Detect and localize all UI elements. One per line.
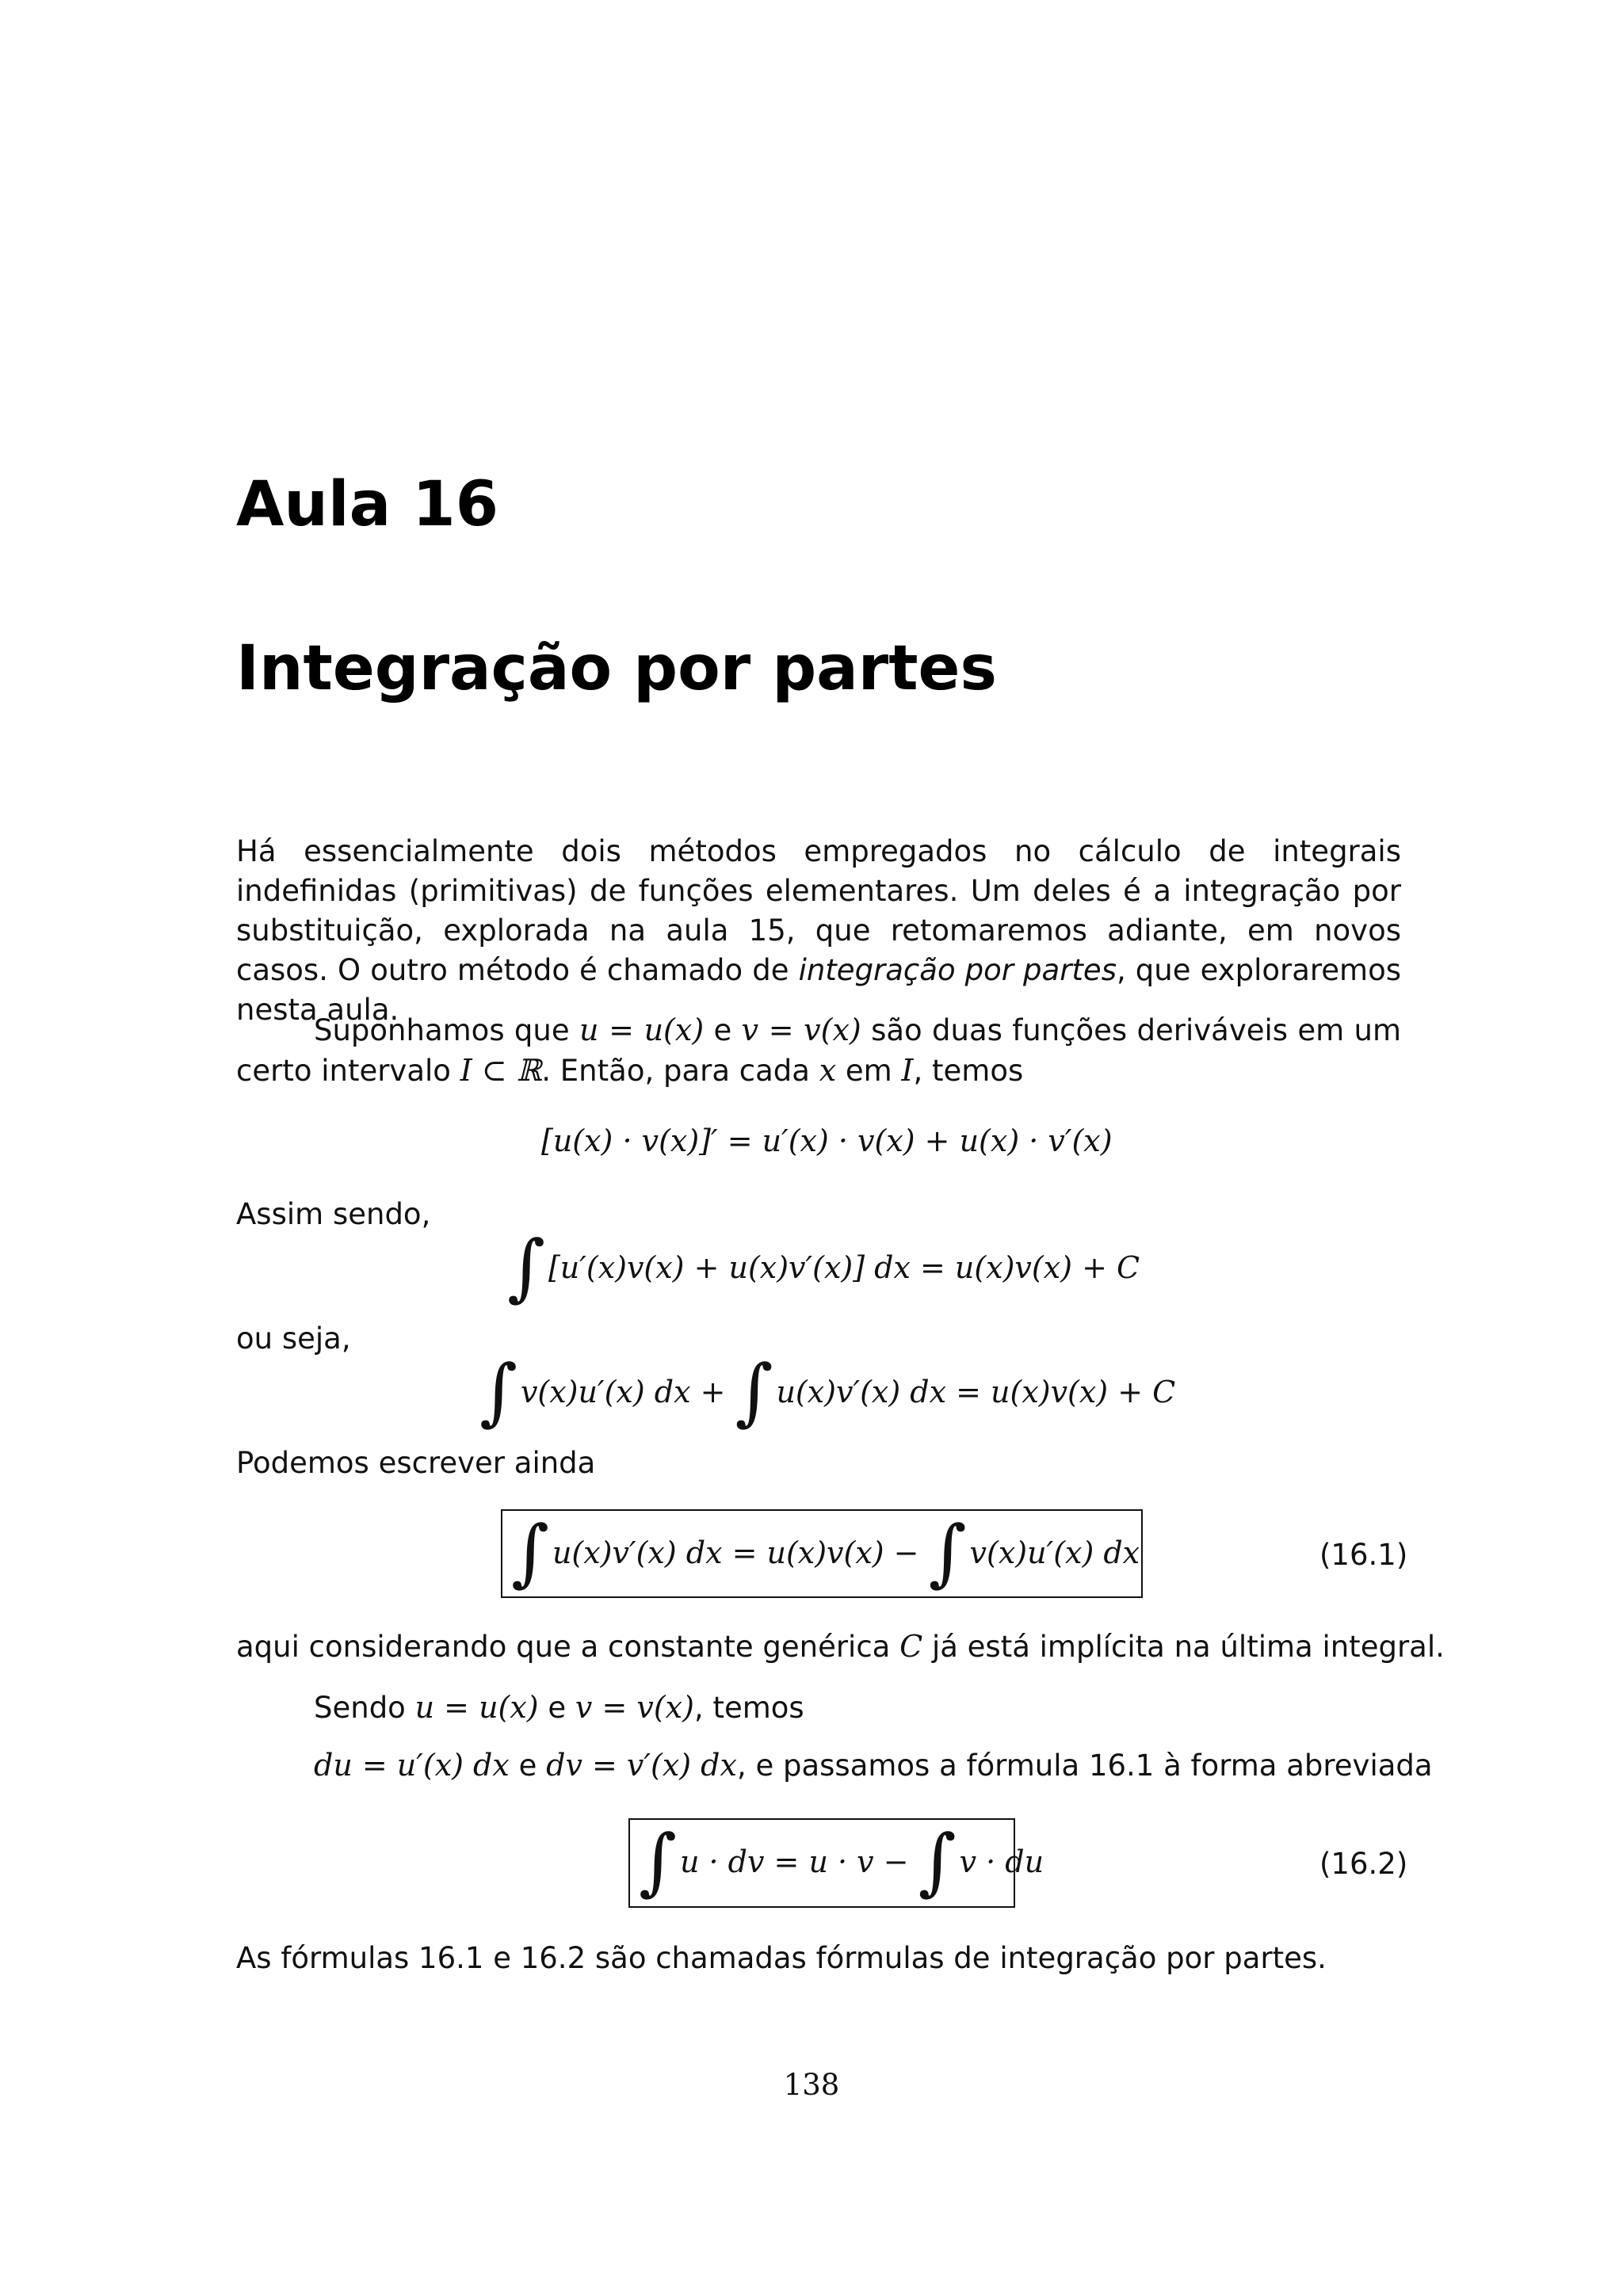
differentials-text-c: , e passamos a fórmula 16.1 à forma abreviada	[736, 1749, 1433, 1783]
assumption-text-b: e	[704, 1013, 742, 1047]
constant-note-text-a: aqui considerando que a constante genérica	[236, 1630, 900, 1664]
podemos-label: Podemos escrever ainda	[236, 1446, 596, 1480]
equation-16-1-text-b: v(x)u′(x) dx	[969, 1535, 1140, 1570]
intro-text-b: , que exploraremos nesta aula.	[236, 953, 1401, 1027]
page-number: 138	[783, 2068, 840, 2102]
math-u: u = u(x)	[579, 1013, 705, 1047]
sendo-text-b: e	[538, 1691, 575, 1725]
constant-note	[236, 1627, 1445, 1667]
assumption-text-e: em	[836, 1054, 902, 1088]
equation-split-text-b: u(x)v′(x) dx = u(x)v(x) + C	[776, 1375, 1176, 1409]
integral-sign-icon: ∫	[511, 1509, 549, 1595]
math-dv: dv = v′(x) dx	[546, 1748, 737, 1783]
equation-16-2-text-b: v · du	[959, 1844, 1044, 1879]
equation-split-text-a: v(x)u′(x) dx +	[520, 1375, 735, 1409]
equation-product-rule	[541, 1117, 1113, 1165]
integral-sign-icon: ∫	[507, 1224, 545, 1310]
equation-number-16-2: (16.2)	[1319, 1847, 1408, 1881]
assumption-paragraph	[236, 1010, 1401, 1091]
sendo-line	[314, 1688, 804, 1728]
integral-sign-icon: ∫	[928, 1509, 967, 1595]
math-u-def: u = u(x)	[414, 1690, 539, 1725]
assumption-text-f: , temos	[913, 1054, 1024, 1088]
assumption-text-d: . Então, para cada	[541, 1054, 819, 1088]
assumption-text-a: Suponhamos que	[314, 1013, 579, 1047]
equation-split	[479, 1348, 1176, 1434]
ou-seja-label: ou seja,	[236, 1322, 351, 1356]
equation-number-16-1: (16.1)	[1319, 1538, 1408, 1572]
assim-sendo-label: Assim sendo,	[236, 1197, 431, 1231]
intro-emphasis: integração por partes	[798, 953, 1117, 987]
integral-sign-icon: ∫	[639, 1818, 677, 1904]
math-I: I	[901, 1053, 914, 1088]
constant-note-text-b: já está implícita na última integral.	[922, 1630, 1445, 1664]
equation-16-1-text-a: u(x)v′(x) dx = u(x)v(x) −	[552, 1535, 929, 1570]
chapter-title: Integração por partes	[236, 633, 997, 704]
integral-sign-icon: ∫	[735, 1348, 773, 1434]
math-x: x	[819, 1053, 837, 1088]
equation-integral-sum-text: [u′(x)v(x) + u(x)v′(x)] dx = u(x)v(x) + C	[548, 1250, 1140, 1285]
math-v: v = v(x)	[741, 1013, 861, 1047]
equation-16-2	[639, 1818, 1044, 1904]
closing-sentence: As fórmulas 16.1 e 16.2 são chamadas fórmulas de integração por partes.	[236, 1941, 1327, 1975]
sendo-text-c: , temos	[693, 1691, 804, 1725]
equation-16-2-text-a: u · dv = u · v −	[679, 1844, 918, 1879]
differentials-line	[314, 1745, 1433, 1786]
equation-product-rule-text: [u(x) · v(x)]′ = u′(x) · v(x) + u(x) · v′(x)	[541, 1123, 1113, 1158]
math-du: du = u′(x) dx	[314, 1748, 510, 1783]
math-v-def: v = v(x)	[575, 1690, 694, 1725]
integral-sign-icon: ∫	[918, 1818, 957, 1904]
integral-sign-icon: ∫	[479, 1348, 517, 1434]
assumption-text-c: são duas funções deriváveis em um certo intervalo	[236, 1013, 1401, 1088]
differentials-text-b: e	[509, 1749, 547, 1783]
equation-16-1	[511, 1509, 1140, 1595]
math-C: C	[899, 1629, 923, 1664]
chapter-label: Aula 16	[236, 469, 498, 540]
equation-integral-sum	[507, 1224, 1140, 1310]
intro-paragraph	[236, 832, 1401, 1030]
sendo-text-a: Sendo	[314, 1691, 415, 1725]
math-interval: I ⊂ ℝ	[460, 1053, 542, 1088]
intro-text-a: Há essencialmente dois métodos empregados no cálculo de integrais indefinidas (primitivas) de funções elementares. Um deles é a integração por substituição, explorada na aula 15, que retomaremos adiante, em novos casos. O outro método é chamado de	[236, 834, 1401, 987]
